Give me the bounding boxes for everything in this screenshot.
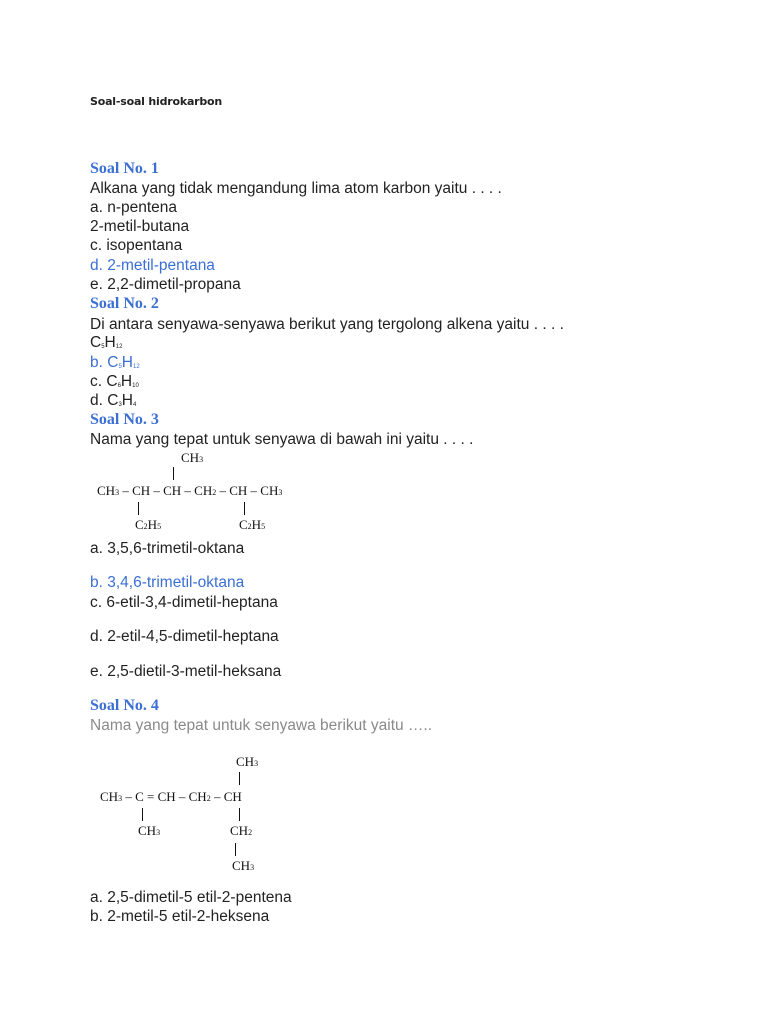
q1-heading: Soal No. 1: [90, 160, 159, 177]
document-title: Soal-soal hidrokarbon: [90, 95, 223, 108]
q4-struct-bond-right: [239, 808, 240, 821]
q4-struct-right-branch: CH2: [230, 823, 253, 838]
q3-option-c: c. 6-etil-3,4-dimetil-heptana: [90, 594, 278, 611]
q2-option-a: C5H12: [90, 334, 123, 351]
q2-option-d: d. C3H4: [90, 392, 137, 409]
q4-struct-bond-left: [142, 808, 143, 821]
q3-struct-bond-top: [173, 467, 174, 480]
q3-option-a: a. 3,5,6-trimetil-oktana: [90, 540, 245, 557]
q3-option-b: b. 3,4,6-trimetil-oktana: [90, 574, 245, 591]
q3-struct-main-chain: CH3 – CH – CH – CH2 – CH – CH3: [97, 483, 283, 498]
q1-option-a: a. n-pentena: [90, 199, 178, 216]
q2-heading: Soal No. 2: [90, 295, 159, 312]
q3-heading: Soal No. 3: [90, 411, 159, 428]
q1-option-d: d. 2-metil-pentana: [90, 257, 215, 274]
q1-option-e: e. 2,2-dimetil-propana: [90, 276, 241, 293]
q3-structural-formula: [97, 450, 317, 535]
q3-option-e: e. 2,5-dietil-3-metil-heksana: [90, 663, 282, 680]
q3-struct-top: CH3: [181, 450, 204, 465]
q1-option-c: c. isopentana: [90, 237, 183, 254]
q3-question: Nama yang tepat untuk senyawa di bawah ini yaitu . . . .: [90, 431, 474, 448]
q4-option-b: b. 2-metil-5 etil-2-heksena: [90, 908, 270, 925]
q3-struct-left-branch: C2H5: [135, 517, 162, 532]
q2-option-b: b. C5H12: [90, 354, 140, 371]
q4-struct-bond-bottom: [235, 843, 236, 856]
q4-heading: Soal No. 4: [90, 697, 159, 714]
q4-struct-bottom: CH3: [232, 858, 255, 873]
q1-question: Alkana yang tidak mengandung lima atom karbon yaitu . . . .: [90, 180, 502, 197]
q3-struct-bond-left: [138, 502, 139, 515]
q4-struct-left-branch: CH3: [138, 823, 161, 838]
q4-question: Nama yang tepat untuk senyawa berikut yaitu …..: [90, 717, 433, 734]
q4-struct-top: CH3: [236, 754, 259, 769]
q2-question: Di antara senyawa-senyawa berikut yang tergolong alkena yaitu . . . .: [90, 316, 564, 333]
q3-struct-bond-right: [244, 502, 245, 515]
q4-struct-bond-top: [239, 772, 240, 785]
q2-option-c: c. C6H10: [90, 373, 139, 390]
q1-option-b: 2-metil-butana: [90, 218, 190, 235]
q4-option-a: a. 2,5-dimetil-5 etil-2-pentena: [90, 889, 292, 906]
q3-option-d: d. 2-etil-4,5-dimetil-heptana: [90, 628, 279, 645]
q4-struct-main-chain: CH3 – C = CH – CH2 – CH: [100, 789, 242, 804]
q4-structural-formula: [100, 755, 280, 875]
q3-struct-right-branch: C2H5: [239, 517, 266, 532]
